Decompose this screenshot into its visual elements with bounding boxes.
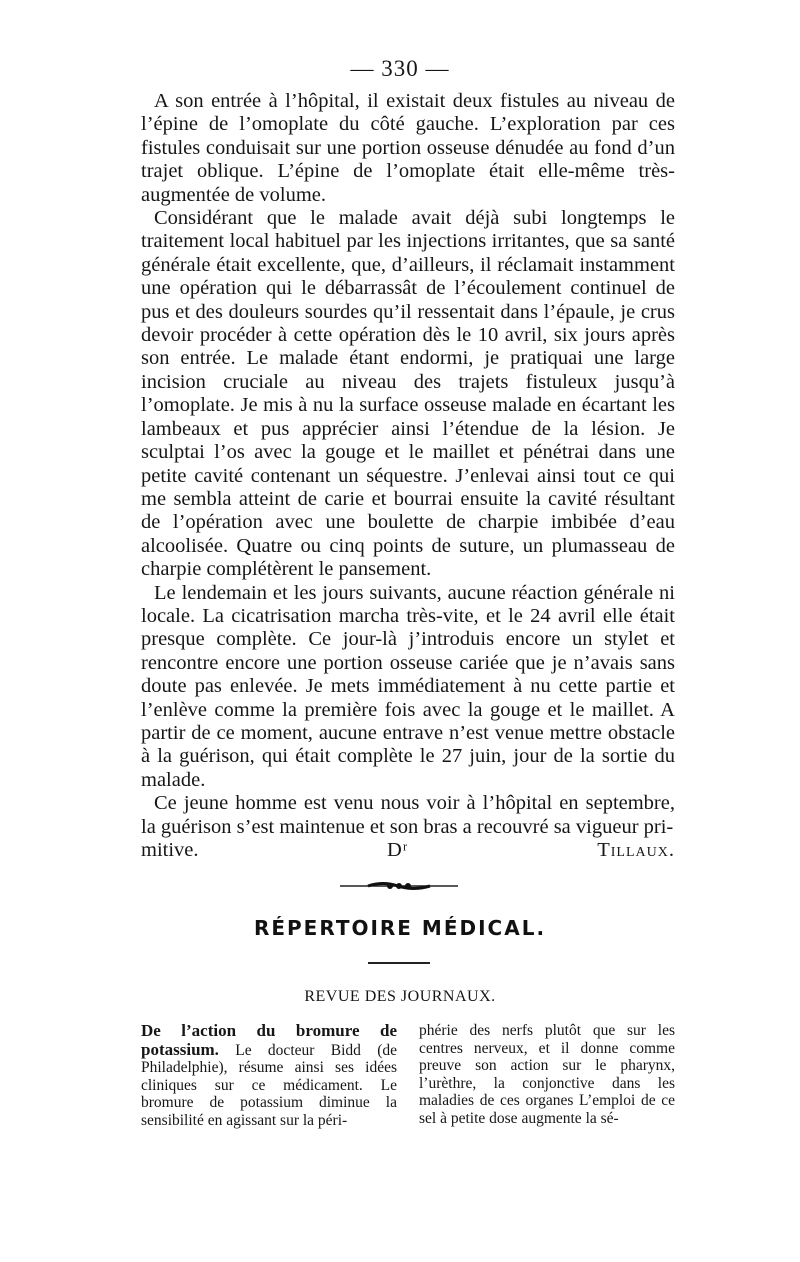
section-title: RÉPERTOIRE MÉDICAL. (253, 916, 547, 940)
title-divider (368, 962, 430, 964)
article-columns (141, 1022, 675, 1130)
article-title: De l’action du bromure de potassium. (141, 1021, 397, 1059)
ornament-divider (338, 881, 460, 891)
paragraph: Considérant que le malade avait déjà subi longtemps le traitement local habituel par les injections irritantes, que sa santé générale était excellente, que, d’ailleurs, il réclamait instamment une opération qui le débarrassât de l’écoulement continuel de pus et des douleurs sourdes qu’il ressentait dans l’épaule, je crus devoir procéder à cette opération dès le 10 avril, six jours après son entrée. Le malade étant endormi, je pratiquai une large incision cruciale au niveau des trajets fistuleux jusqu’à l’omoplate. Je mis à nu la surface osseuse malade en écartant les lambeaux et pus apprécier ainsi l’étendue de la lésion. Je sculptai l’os avec la gouge et le maillet et pénétrai dans une petite cavité contenant un séquestre. J’enlevai ainsi tout ce qui me sembla atteint de carie et bourrai ensuite la cavité résultant de l’opération avec une boulette de charpie imbibée d’eau alcoolisée. Quatre ou cinq points de suture, un plumasseau de charpie complétèrent le pansement. (141, 207, 675, 581)
paragraph: A son entrée à l’hôpital, il existait deux fistules au niveau de l’épine de l’omoplate du côté gauche. L’exploration par ces fistules conduisait sur une portion osseuse dénudée au fond d’un trajet oblique. L’épine de l’omoplate était elle-même très-augmentée de volume. (141, 90, 675, 206)
page-number: — 330 — (350, 56, 450, 81)
article-text: Le docteur Bidd (de Philadelphie), résume ainsi ses idées cliniques sur ce médicament. Le bromure de potassium diminue la sensibilité en agissant sur la péri- (141, 1041, 397, 1129)
main-text (141, 90, 675, 862)
paragraph: Ce jeune homme est venu nous voir à l’hôpital en septembre, la guérison s’est maintenue et son bras a recouvré sa vigueur pri- (141, 792, 675, 838)
left-column (141, 1022, 397, 1130)
subsection-title: REVUE DES JOURNAUX. (304, 988, 496, 1005)
signature-line (141, 839, 675, 862)
paragraph: Le lendemain et les jours suivants, aucune réaction générale ni locale. La cicatrisation marcha très-vite, et le 24 avril elle était presque complète. Ce jour-là j’introduis encore un stylet et rencontre encore une portion osseuse cariée que je n’avais sans doute pas enlevée. Je mets immédiatement à nu cette partie et l’enlève comme la première fois avec la gouge et le maillet. A partir de ce moment, aucune entrave n’est venue mettre obstacle à la guérison, qui était complète le 27 juin, jour de la sortie du malade. (141, 581, 675, 791)
closing-word: mitive. (141, 839, 199, 861)
article-text-continued: phérie des nerfs plutôt que sur les centres nerveux, et il donne comme preuve son action sur le pharynx, l’urèthre, la conjonctive dans les maladies de ces organes L’emploi de ce sel à petite dose augmente la sé- (419, 1022, 675, 1127)
article-paragraph (141, 1022, 397, 1130)
right-column (419, 1022, 675, 1130)
author-signature: Dʳ Tillaux. (386, 839, 675, 861)
